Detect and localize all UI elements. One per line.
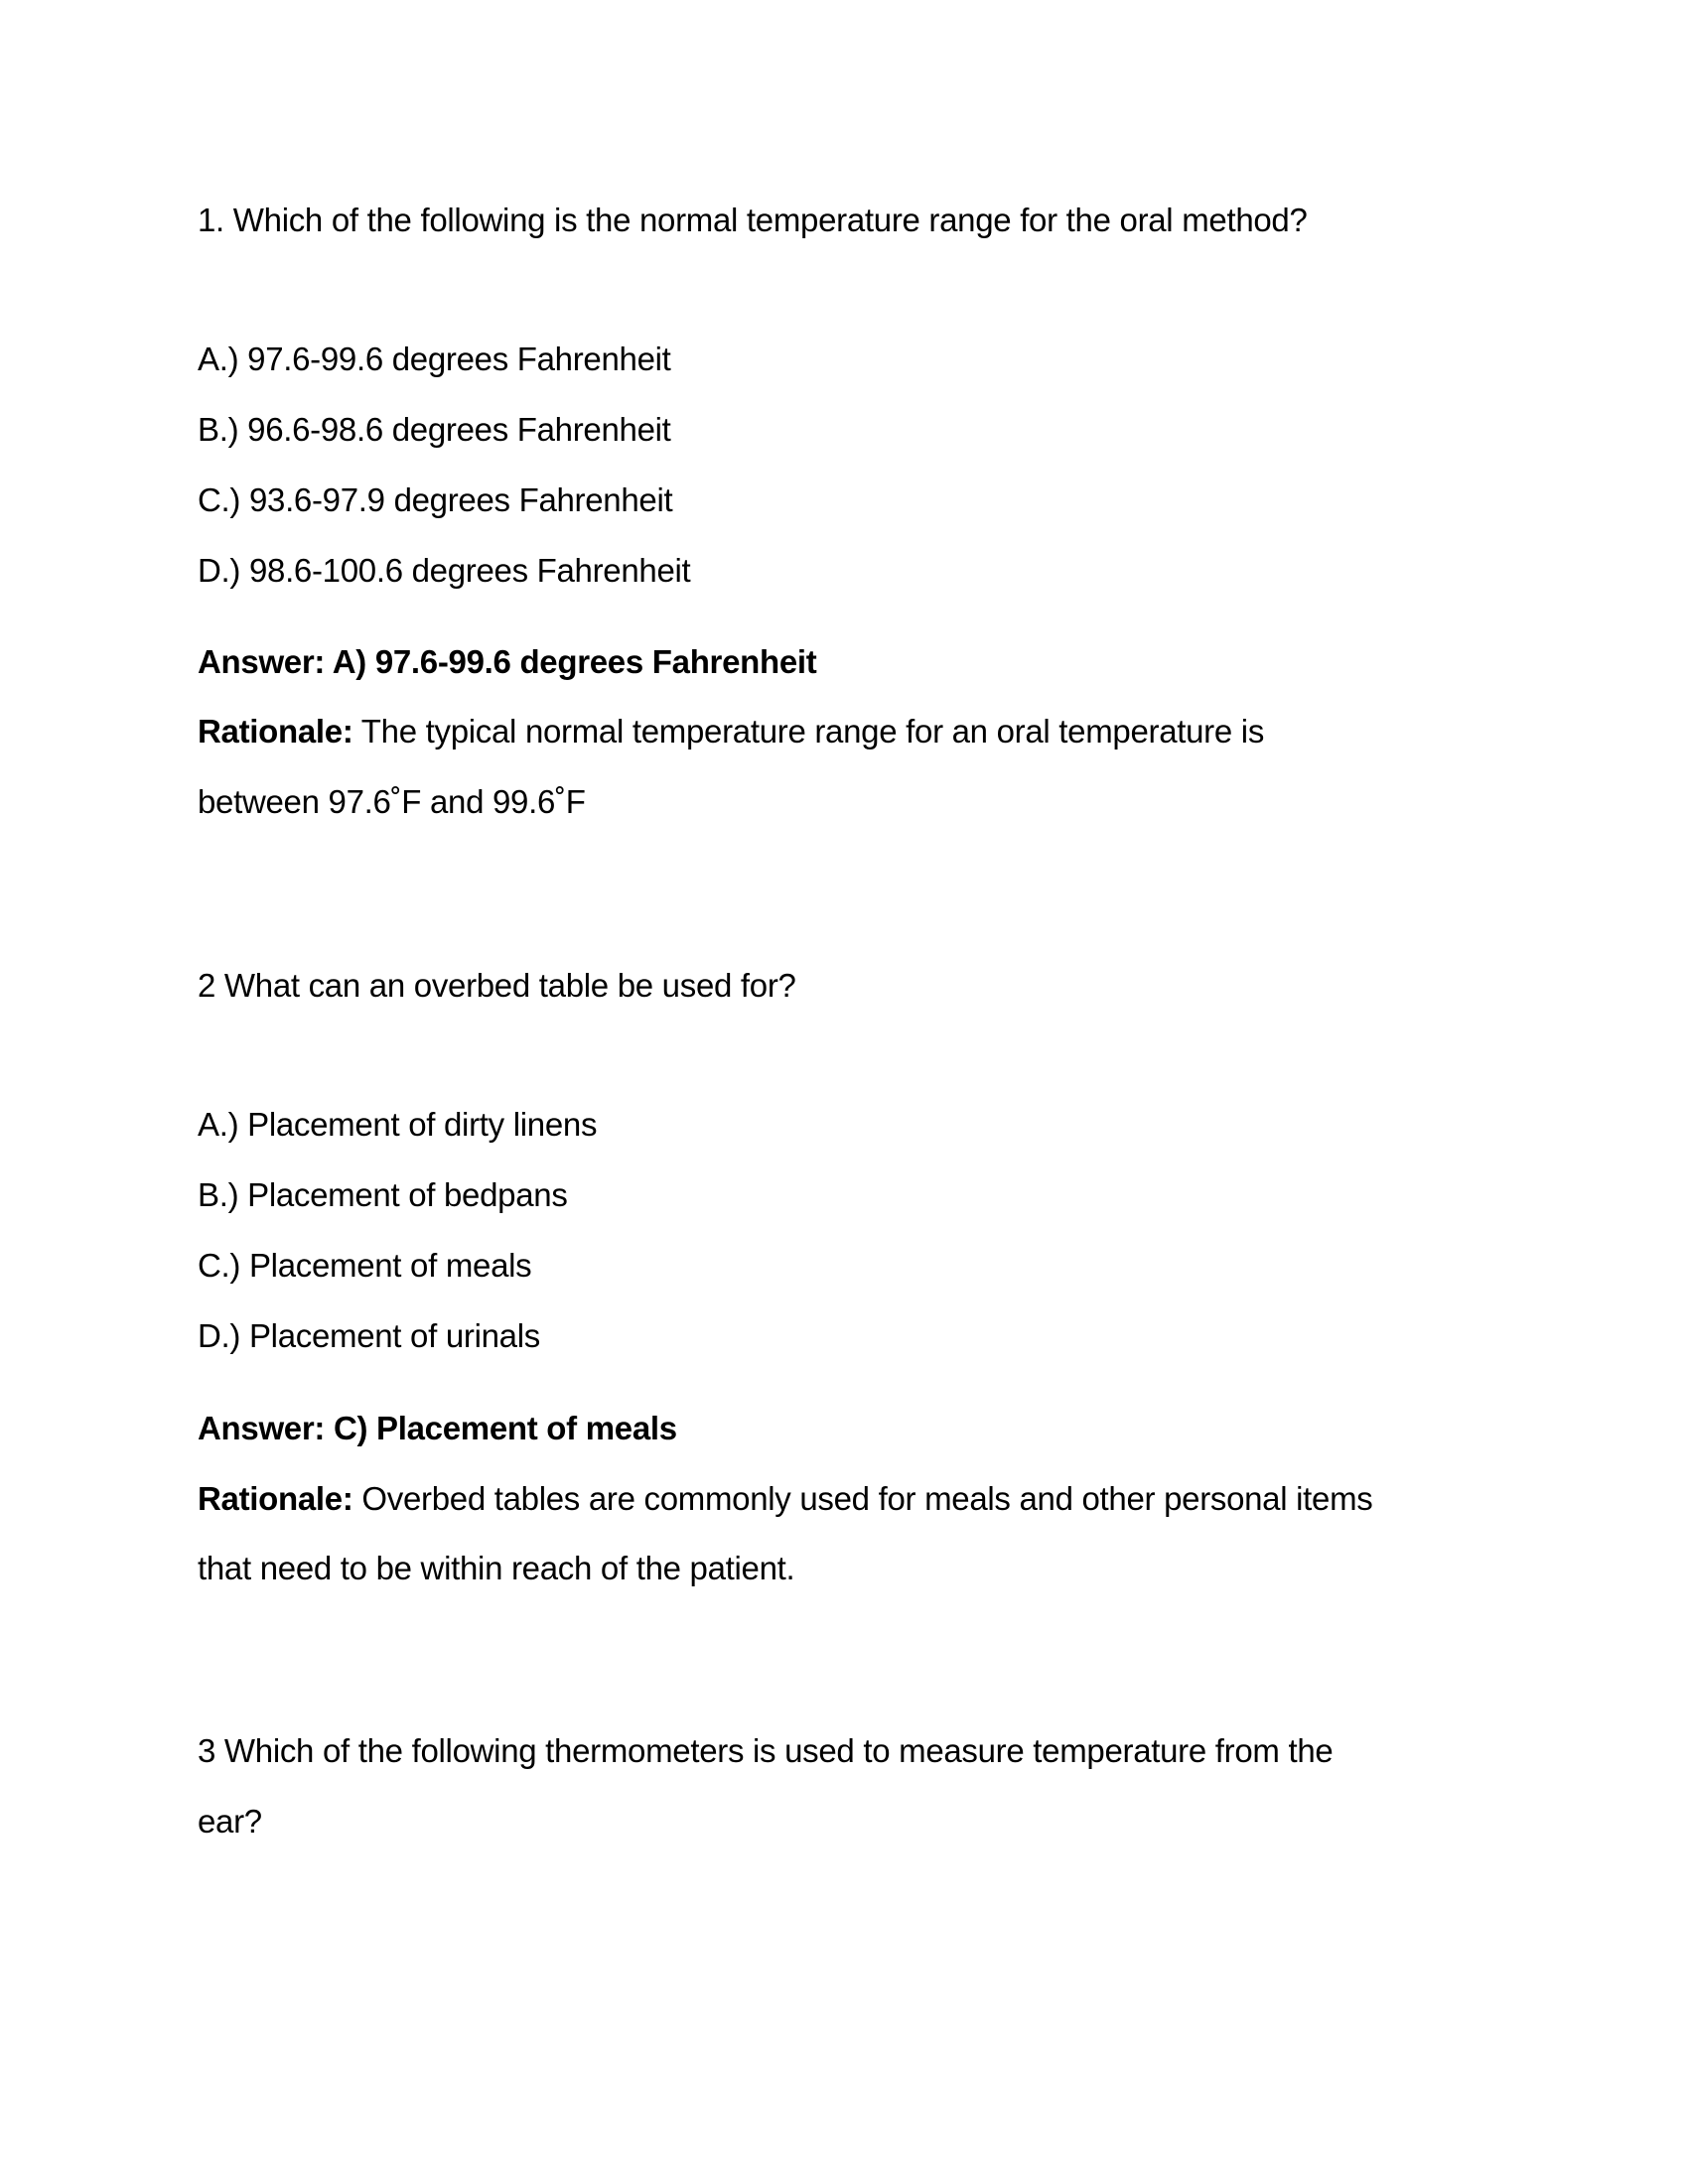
question-1-text: 1. Which of the following is the normal temperature range for the oral method?: [198, 202, 1308, 238]
question-2-answer: Answer: C) Placement of meals: [198, 1410, 677, 1446]
question-1-option-b: B.) 96.6-98.6 degrees Fahrenheit: [198, 411, 671, 448]
question-2-text: 2 What can an overbed table be used for?: [198, 967, 796, 1004]
question-2-rationale-continued: that need to be within reach of the patient.: [198, 1550, 795, 1586]
question-2-option-d: D.) Placement of urinals: [198, 1317, 540, 1354]
question-1-option-c: C.) 93.6-97.9 degrees Fahrenheit: [198, 481, 673, 518]
rationale-label: Rationale:: [198, 1480, 353, 1517]
question-1-rationale: [198, 712, 1264, 751]
question-2-rationale: [198, 1479, 1372, 1519]
rationale-text: The typical normal temperature range for an oral temperature is: [352, 713, 1265, 750]
question-1-rationale-continued: between 97.6˚F and 99.6˚F: [198, 783, 586, 820]
rationale-text: Overbed tables are commonly used for meals and other personal items: [352, 1480, 1373, 1517]
rationale-label: Rationale:: [198, 713, 353, 750]
question-2-option-a: A.) Placement of dirty linens: [198, 1106, 598, 1143]
question-3-text-continued: ear?: [198, 1803, 262, 1840]
question-1-option-a: A.) 97.6-99.6 degrees Fahrenheit: [198, 341, 671, 377]
question-2-option-c: C.) Placement of meals: [198, 1247, 532, 1284]
question-2-option-b: B.) Placement of bedpans: [198, 1176, 568, 1213]
question-1-answer: Answer: A) 97.6-99.6 degrees Fahrenheit: [198, 643, 817, 680]
question-3-text: 3 Which of the following thermometers is used to measure temperature from the: [198, 1732, 1334, 1769]
question-1-option-d: D.) 98.6-100.6 degrees Fahrenheit: [198, 552, 691, 589]
